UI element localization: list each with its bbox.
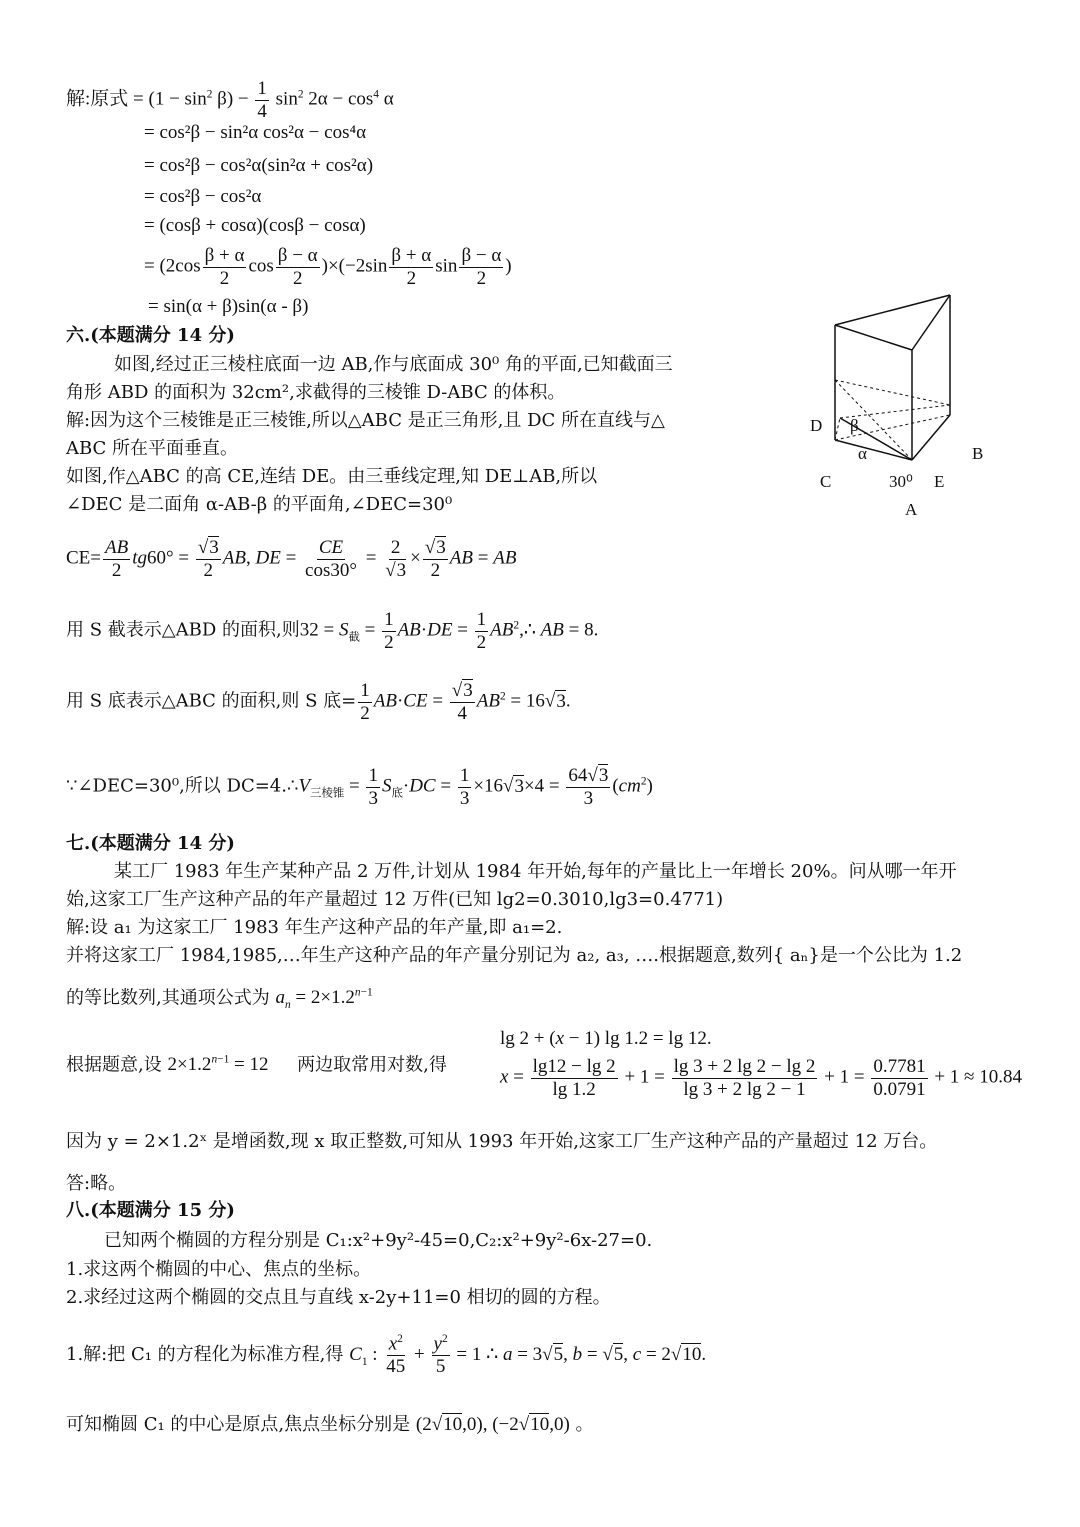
sol5-line-6: = (2cos $\frac{\beta + \alpha}{2}$ cos $\frac{\beta - \alpha}{2}$ )×(−2sin $\frac{\beta + \alpha}{2}$ sin $\frac{\beta - \alpha}{2}$ ) <box>144 245 512 289</box>
sec8-a1: 1.解:把 C₁ 的方程化为标准方程,得 $C_1$ : $\frac{x^2}{45}$ + $\frac{y^2}{5}$ = 1 ∴ a = 3√5, b = √5, c = 2√10. <box>66 1333 707 1378</box>
sec7-p5: 根据题意,设 $2\times 1.2^{n-1} = 12$ 两边取常用对数,得 <box>66 1054 447 1076</box>
sec8-p1: 已知两个椭圆的方程分别是 C₁:x²+9y²-45=0,C₂:x²+9y²-6x-27=0. <box>104 1230 653 1251</box>
sec8-q1: 1.求这两个椭圆的中心、焦点的坐标。 <box>66 1259 372 1280</box>
fig-label-e: E <box>934 472 945 491</box>
sec8-q2: 2.求经过这两个椭圆的交点且与直线 x-2y+11=0 相切的圆的方程。 <box>66 1287 611 1308</box>
fig-label-b: B <box>972 444 984 463</box>
volume-formula: ∵∠DEC=30⁰,所以 $DC=4.\therefore V_{三棱锥}$ = $\frac{1}{3}$ $S_底\cdot DC$ = $\frac{1}{3}$ ×16√3×4 = $\frac{64√3}{3}$ $(cm^2)$ <box>66 765 653 809</box>
fig-label-c: C <box>820 472 832 491</box>
sol5-line-5: = (cosβ + cosα)(cosβ − cosα) <box>144 215 366 236</box>
fig-label-30: 30⁰ <box>889 472 913 491</box>
s-cut-formula: 用 S 截表示△ABD 的面积,则$32 = S_截$ = $\frac{1}{2}$ AB·DE = $\frac{1}{2}$ $AB^2,\therefore$ AB = 8. <box>66 609 599 653</box>
sec7-p2: 解:设 a₁ 为这家工厂 1983 年生产这种产品的年产量,即 a₁=2. <box>66 917 563 938</box>
sec7-heading: 七.(本题满分 14 分) <box>66 833 235 854</box>
sec6-p3b: ∠DEC 是二面角 α-AB-β 的平面角,∠DEC=30⁰ <box>66 494 453 515</box>
fig-label-beta: β <box>850 416 859 435</box>
sec7-p1a: 某工厂 1983 年生产某种产品 2 万件,计划从 1984 年开始,每年的产量比上一年增长 20%。问从哪一年开 <box>114 861 957 882</box>
sol5-line-2: = cos²β − sin²α cos²α − cos⁴α <box>144 122 367 143</box>
ce-formula: CE= $\frac{AB}{2}$ tg60° = $\frac{√3}{2}$ AB, DE = $\frac{CE}{\cos 30^\circ}$ = $\frac{2}{√3}$ × $\frac{√3}{2}$ AB = AB <box>66 537 517 581</box>
s-base-formula: 用 S 底表示△ABC 的面积,则 S 底= $\frac{1}{2}$ AB·CE = $\frac{√3}{4}$ $AB^2 = 16√3$. <box>66 680 571 724</box>
sec6-p3a: 如图,作△ABC 的高 CE,连结 DE。由三垂线定理,知 DE⊥AB,所以 <box>66 466 598 487</box>
sec8-heading: 八.(本题满分 15 分) <box>66 1200 235 1221</box>
sec6-heading: 六.(本题满分 14 分) <box>66 325 235 346</box>
sec8-a2: 可知椭圆 C₁ 的中心是原点,焦点坐标分别是 (2√10,0), (−2√10,0) 。 <box>66 1414 594 1435</box>
sec7-p1b: 始,这家工厂生产这种产品的年产量超过 12 万件(已知 lg2=0.3010,lg3=0.4771) <box>66 889 724 910</box>
sol5-line-4: = cos²β − cos²α <box>144 186 262 207</box>
sec7-p3: 并将这家工厂 1984,1985,…年生产这种产品的年产量分别记为 a₂, a₃, ….根据题意,数列{ aₙ}是一个公比为 1.2 <box>66 945 963 966</box>
sec7-log-eq: lg 2 + (x − 1) lg 1.2 = lg 12. <box>500 1028 712 1049</box>
sec6-p2b: ABC 所在平面垂直。 <box>66 438 239 459</box>
sec7-p4: 的等比数列,其通项公式为 $a_n = 2\times 1.2^{n-1}$ <box>66 987 373 1012</box>
fig-label-d: D <box>810 416 823 435</box>
sol5-line-7: = sin(α + β)sin(α - β) <box>148 296 309 317</box>
sec7-x-solution: x = $\frac{\lg 12 - \lg 2}{\lg 1.2}$ + 1 = $\frac{\lg 3 + 2 \lg 2 - \lg 2}{\lg 3 + 2 \lg 2 - 1}$ + 1 = $\frac{0.7781}{0.0791}$ + 1 ≈ 10.84 <box>500 1056 1022 1100</box>
sec6-p1a: 如图,经过正三棱柱底面一边 AB,作与底面成 30⁰ 角的平面,已知截面三 <box>114 354 673 375</box>
fig-label-alpha: α <box>858 444 867 463</box>
sec6-p1b: 角形 ABD 的面积为 32cm²,求截得的三棱锥 D-ABC 的体积。 <box>66 382 566 403</box>
sol5-line-3: = cos²β − cos²α(sin²α + cos²α) <box>144 155 374 176</box>
fig-label-a: A <box>905 500 918 519</box>
sec6-p2a: 解:因为这个三棱锥是正三棱锥,所以△ABC 是正三角形,且 DC 所在直线与△ <box>66 410 665 431</box>
sol5-line-1: 解:原式 = $(1 - \sin^2 \beta)$ − $\frac{1}{4}$ $\sin^2 2\alpha - \cos^4 \alpha$ <box>66 78 394 122</box>
sec7-p6: 因为 y = 2×1.2ˣ 是增函数,现 x 取正整数,可知从 1993 年开始,这家工厂生产这种产品的产量超过 12 万台。 <box>66 1131 938 1152</box>
sec7-p7: 答:略。 <box>66 1173 127 1194</box>
